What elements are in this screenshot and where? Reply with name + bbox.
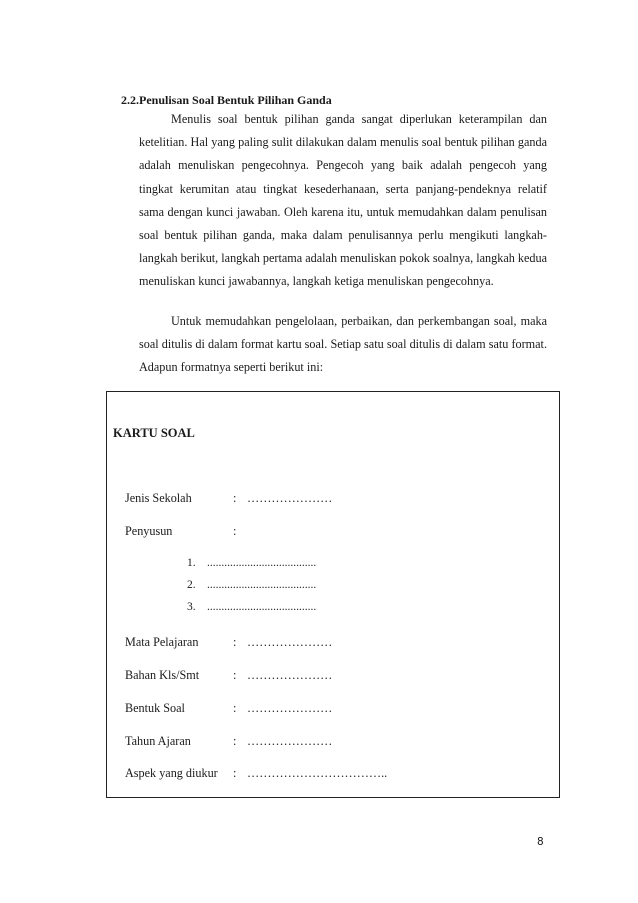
paragraph-1: Menulis soal bentuk pilihan ganda sangat diperlukan keterampilan dan ketelitian. Hal yang paling sulit dilakukan dalam menulis soal bentuk pilihan ganda adalah menuliskan pengecohnya. Pengecoh yang baik adalah pengecoh yang tingkat kerumitan atau tingkat kesederhanaan, serta panjang-pendeknya relatif sama dengan kunci jawaban. Oleh karena itu, untuk memudahkan dalam penulisan soal bentuk pilihan ganda, maka dalam penulisannya perlu mengikuti langkah-langkah berikut, langkah pertama adalah menuliskan pokok soalnya, langkah kedua menuliskan kunci jawabannya, langkah ketiga menuliskan pengecohnya. bbox=[139, 112, 547, 289]
field-value: ………………… bbox=[247, 701, 333, 715]
field-label: Aspek yang diukur bbox=[125, 766, 218, 780]
field-separator: : bbox=[233, 524, 237, 538]
field-separator: : bbox=[233, 701, 237, 715]
field-separator: : bbox=[233, 668, 237, 682]
field-value: ………………… bbox=[247, 491, 333, 505]
kartu-soal-card bbox=[106, 391, 560, 798]
field-tahun-ajaran bbox=[125, 734, 332, 749]
section-heading: 2.2.Penulisan Soal Bentuk Pilihan Ganda bbox=[121, 93, 332, 107]
field-separator: : bbox=[233, 734, 237, 748]
field-separator: : bbox=[233, 491, 237, 505]
list-number: 2. bbox=[187, 579, 196, 591]
field-separator: : bbox=[233, 635, 237, 649]
field-aspek-yang-diukur bbox=[125, 766, 387, 781]
paragraph-2: Untuk memudahkan pengelolaan, perbaikan, dan perkembangan soal, maka soal ditulis di dalam format kartu soal. Setiap satu soal ditulis di dalam satu format. Adapun formatnya seperti berikut ini: bbox=[139, 314, 547, 375]
field-label: Bahan Kls/Smt bbox=[125, 668, 200, 682]
field-label: Mata Pelajaran bbox=[125, 635, 199, 649]
list-value: ...................................... bbox=[207, 557, 317, 569]
field-label: Jenis Sekolah bbox=[125, 491, 192, 505]
field-label: Bentuk Soal bbox=[125, 701, 185, 715]
field-jenis-sekolah bbox=[125, 491, 332, 506]
field-value: ………………… bbox=[247, 635, 333, 649]
field-label: Penyusun bbox=[125, 524, 173, 538]
field-bentuk-soal bbox=[125, 701, 332, 716]
field-separator: : bbox=[233, 766, 237, 780]
penyusun-item-3 bbox=[187, 601, 316, 613]
list-number: 3. bbox=[187, 601, 196, 613]
field-penyusun bbox=[125, 524, 247, 539]
list-number: 1. bbox=[187, 557, 196, 569]
field-value: ………………… bbox=[247, 734, 333, 748]
field-label: Tahun Ajaran bbox=[125, 734, 191, 748]
card-title: KARTU SOAL bbox=[113, 426, 195, 440]
field-value: ………………… bbox=[247, 668, 333, 682]
field-mata-pelajaran bbox=[125, 635, 332, 650]
penyusun-item-1 bbox=[187, 557, 316, 569]
penyusun-item-2 bbox=[187, 579, 316, 591]
list-value: ...................................... bbox=[207, 579, 317, 591]
list-value: ...................................... bbox=[207, 601, 317, 613]
page-number: 8 bbox=[537, 836, 544, 848]
field-value: …………………………….. bbox=[247, 766, 388, 780]
field-bahan-kls-smt bbox=[125, 668, 332, 683]
